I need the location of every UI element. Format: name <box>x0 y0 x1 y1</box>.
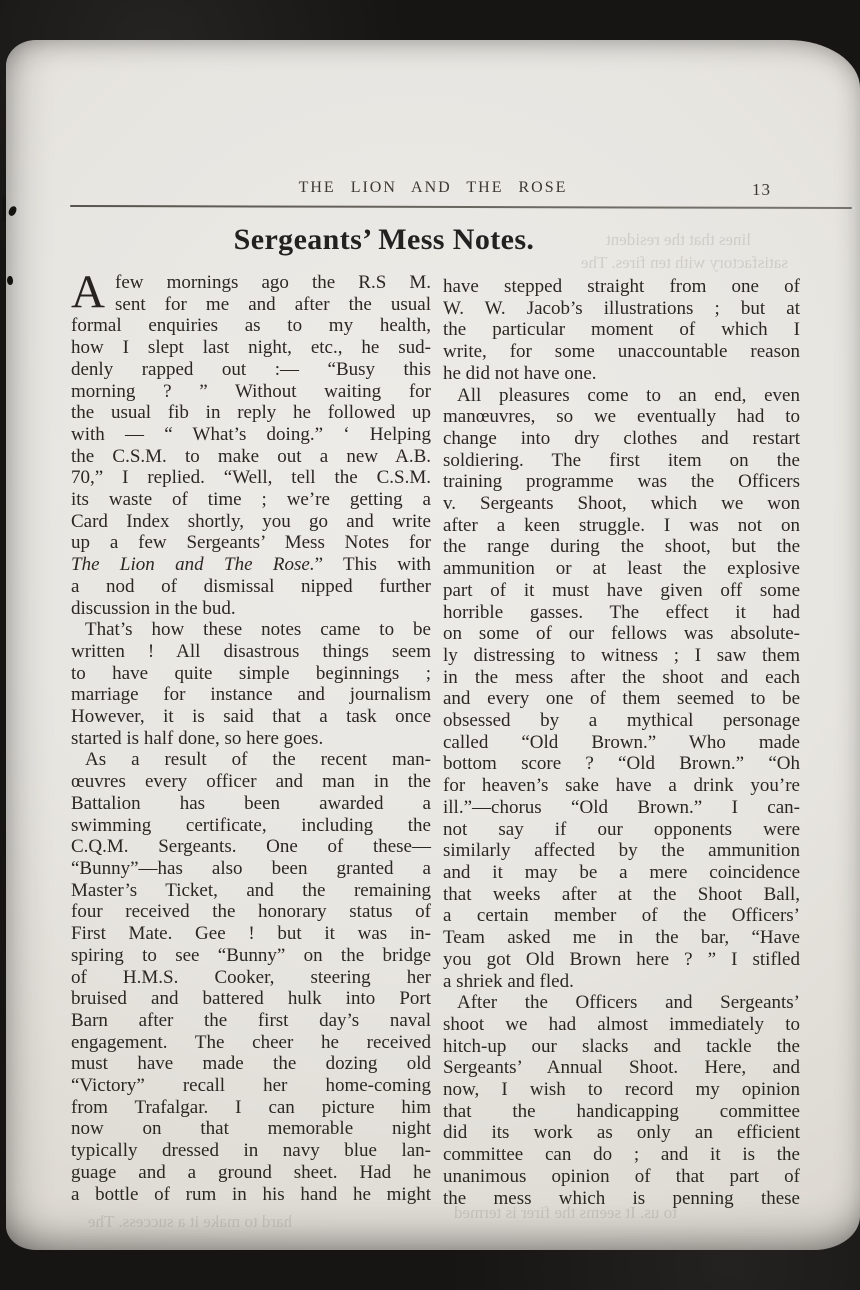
text-line: must have made the dozing old <box>71 1053 431 1075</box>
text-line: C.Q.M. Sergeants. One of these— <box>71 836 431 858</box>
text-line: written ! All disastrous things seem <box>71 640 431 662</box>
text-line: engagement. The cheer he received <box>71 1031 431 1053</box>
text-line: to have quite simple beginnings ; <box>71 662 431 684</box>
text-line: Team asked me in the bar, “Have <box>443 927 800 949</box>
text-line: for heaven’s sake have a drink you’re <box>443 775 800 797</box>
drop-cap: A <box>71 266 105 318</box>
text-line: All pleasures come to an end, even <box>457 384 800 406</box>
running-head: THE LION AND THE ROSE <box>298 179 568 196</box>
text-line: Master’s Ticket, and the remaining <box>71 879 431 901</box>
text-line: formal enquiries as to my health, <box>71 315 431 337</box>
text-line: sent for me and after the usual <box>115 293 431 315</box>
bleed-through-text: satisfactory with ten fires. The <box>581 253 788 272</box>
text-line: few mornings ago the R.S M. <box>115 272 431 293</box>
text-line: 70,” I replied. “Well, tell the C.S.M. <box>71 467 431 489</box>
text-line: Barn after the first day’s naval <box>71 1009 431 1031</box>
text-line: now, I wish to record my opinion <box>443 1079 800 1101</box>
text-line: ly distressing to witness ; I saw them <box>443 644 800 666</box>
bleed-through-text: lines that the resident <box>606 230 751 249</box>
text-line: spiring to see “Bunny” on the bridge <box>71 944 431 966</box>
text-line: a certain member of the Officers’ <box>443 905 800 927</box>
text-line: morning ? ” Without waiting for <box>71 380 431 402</box>
text-line: ammunition or at least the explosive <box>443 558 800 580</box>
text-line: the C.S.M. to make out a new A.B. <box>71 445 431 467</box>
text-line: its waste of time ; we’re getting a <box>71 489 431 511</box>
text-line: and every one of them seemed to be <box>443 688 800 710</box>
text-line: horrible gasses. The effect it had <box>443 601 800 623</box>
text-line: marriage for instance and journalism <box>71 684 431 706</box>
text-line: Sergeants’ Annual Shoot. Here, and <box>443 1057 800 1079</box>
book-page <box>6 40 860 1250</box>
text-line: he did not have one. <box>443 362 597 384</box>
text-line: hitch-up our slacks and tackle the <box>443 1035 800 1057</box>
text-line: manœuvres, so we eventually had to <box>443 406 800 428</box>
bleed-through-text: to us. It seems the firer is termed <box>454 1203 677 1222</box>
text-line: after a keen struggle. I was not on <box>443 514 800 536</box>
text-line: not say if our opponents were <box>443 818 800 840</box>
text-line: have stepped straight from one of <box>443 276 800 297</box>
text-line: change into dry clothes and restart <box>443 427 800 449</box>
text-line: bruised and battered hulk into Port <box>71 988 431 1010</box>
text-line: v. Sergeants Shoot, which we won <box>443 493 800 515</box>
text-line: The Lion and The Rose.” This with <box>71 554 431 576</box>
text-line: on some of our fellows was absolute- <box>443 623 800 645</box>
text-line: Battalion has been awarded a <box>71 792 431 814</box>
page-content <box>6 40 860 1250</box>
text-line: part of it must have given off some <box>443 579 800 601</box>
text-line: you got Old Brown here ? ” I stifled <box>443 948 800 970</box>
text-line: and it may be a mere coincidence <box>443 861 800 883</box>
page-edge-shadow <box>2 196 6 222</box>
text-line: “Bunny”—has also been granted a <box>71 857 431 879</box>
text-line: the mess which is penning these <box>443 1187 800 1209</box>
text-line: typically dressed in navy blue lan- <box>71 1140 431 1162</box>
text-line: a shriek and fled. <box>443 970 574 992</box>
article-title: Sergeants’ Mess Notes. <box>233 223 535 256</box>
text-line: similarly affected by the ammunition <box>443 840 800 862</box>
text-line: discussion in the bud. <box>71 597 236 619</box>
text-line: up a few Sergeants’ Mess Notes for <box>71 532 431 554</box>
page-number: 13 <box>752 180 771 199</box>
text-line: soldiering. The first item on the <box>443 449 800 471</box>
text-line: After the Officers and Sergeants’ <box>457 992 800 1014</box>
header-rule <box>70 205 852 209</box>
text-line: from Trafalgar. I can picture him <box>71 1096 431 1118</box>
text-line: shoot we had almost immediately to <box>443 1013 800 1035</box>
text-line: that weeks after at the Shoot Ball, <box>443 883 800 905</box>
text-column-left <box>71 266 431 1205</box>
text-line: with — “ What’s doing.” ‘ Helping <box>71 423 431 445</box>
text-line: the usual fib in reply he followed up <box>71 402 431 424</box>
text-line: how I slept last night, etc., he sud- <box>71 337 431 359</box>
text-line: training programme was the Officers <box>443 471 800 493</box>
text-line: write, for some unaccountable reason <box>443 341 800 363</box>
text-line: started is half done, so here goes. <box>71 727 324 749</box>
text-line: that the handicapping committee <box>443 1100 800 1122</box>
text-line: denly rapped out :— “Busy this <box>71 358 431 380</box>
text-line: now on that memorable night <box>71 1118 431 1140</box>
text-line: ill.”—chorus “Old Brown.” I can- <box>443 796 800 818</box>
text-line: did its work as only an efficient <box>443 1122 800 1144</box>
text-line: However, it is said that a task once <box>71 706 431 728</box>
text-line: Card Index shortly, you go and write <box>71 510 431 532</box>
text-line: bottom score ? “Old Brown.” “Oh <box>443 753 800 775</box>
text-line: obsessed by a mythical personage <box>443 710 800 732</box>
text-line: That’s how these notes came to be <box>85 619 431 641</box>
text-line: swimming certificate, including the <box>71 814 431 836</box>
text-line: committee can do ; and it is the <box>443 1144 800 1166</box>
text-line: a bottle of rum in his hand he might <box>71 1183 431 1205</box>
text-line: “Victory” recall her home-coming <box>71 1075 431 1097</box>
text-line: the range during the shoot, but the <box>443 536 800 558</box>
text-line: called “Old Brown.” Who made <box>443 731 800 753</box>
text-line: a nod of dismissal nipped further <box>71 575 431 597</box>
text-column-right <box>443 276 800 1209</box>
text-line: unanimous opinion of that part of <box>443 1165 800 1187</box>
text-line: in the mess after the shoot and each <box>443 666 800 688</box>
text-line: of H.M.S. Cooker, steering her <box>71 966 431 988</box>
bleed-through-text: hard to make it a success. The <box>88 1212 293 1231</box>
text-line: First Mate. Gee ! but it was in- <box>71 923 431 945</box>
text-line: W. W. Jacob’s illustrations ; but at <box>443 297 800 319</box>
text-line: guage and a ground sheet. Had he <box>71 1161 431 1183</box>
text-line: œuvres every officer and man in the <box>71 771 431 793</box>
text-line: As a result of the recent man- <box>85 749 431 771</box>
text-line: four received the honorary status of <box>71 901 431 923</box>
text-line: the particular moment of which I <box>443 319 800 341</box>
italic-text: The Lion and The Rose. <box>71 554 315 576</box>
